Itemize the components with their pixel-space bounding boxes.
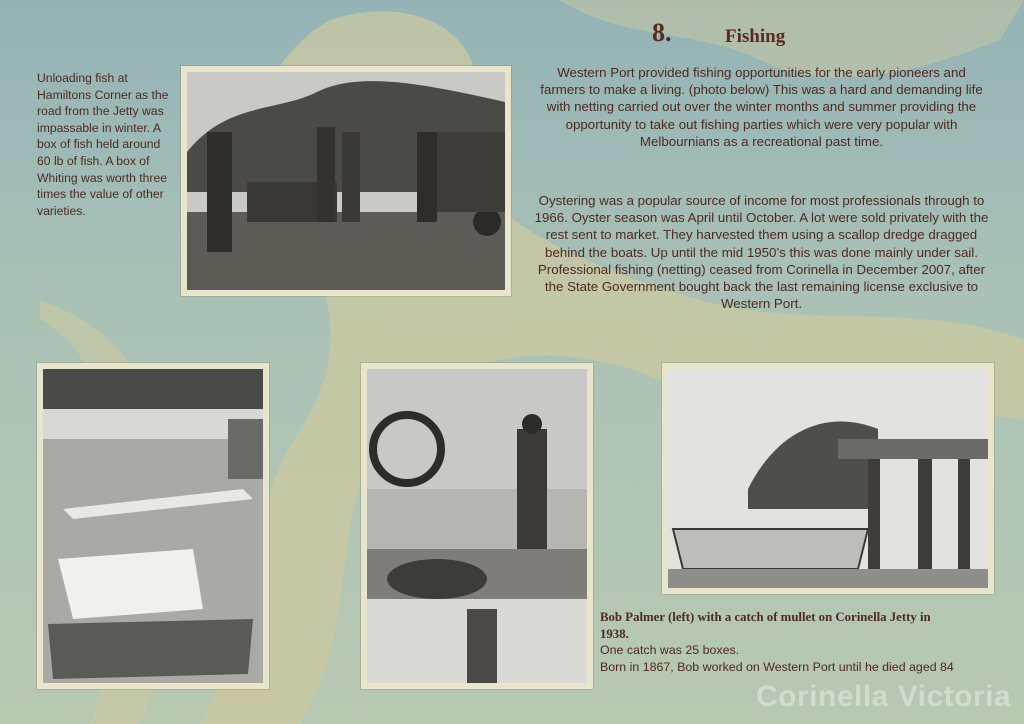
section-title: Fishing — [725, 26, 786, 47]
intro-paragraph-1: Western Port provided fishing opportunities for the early pioneers and farmers to make a living. (photo below) This was a hard and demanding life with netting carried out over the winter months and summer providing the opportunity to take out fishing parties which were very popular with Melbournians as a recreational past time. — [540, 65, 983, 149]
photo-unloading-fish — [181, 66, 511, 296]
bob-palmer-caption — [600, 609, 960, 675]
photo-jetty-boat — [662, 363, 994, 594]
intro-paragraph-2: Oystering was a popular source of income for most professionals through to 1966. Oyster season was April until October. A lot were sold privately with the rest sent to market. They harvested them using a scallop dredge dragged behind the boats. Up until the mid 1950’s this was done mainly under sail. Professional fishing (netting) ceased from Corinella in December 2007, after the State Government bought back the last remaining license exclusive to Western Port. — [534, 193, 989, 312]
photo-boats-moored — [37, 363, 269, 689]
bob-palmer-caption-line2: Born in 1867, Bob worked on Western Port until he died aged 84 — [600, 659, 954, 674]
corinella-watermark: Corinella Victoria — [756, 680, 1012, 713]
unloading-fish-caption: Unloading fish at Hamiltons Corner as the road from the Jetty was impassable in winter. A box of fish held around 60 lb of fish. A box of Whiting was worth three times the value of other varieties. — [37, 71, 169, 218]
photo-mullet-catch — [361, 363, 593, 689]
bob-palmer-caption-line1: One catch was 25 boxes. — [600, 643, 740, 657]
bob-palmer-caption-title: Bob Palmer (left) with a catch of mullet on Corinella Jetty in 1938. — [600, 610, 931, 641]
section-number: 8. — [652, 18, 672, 47]
